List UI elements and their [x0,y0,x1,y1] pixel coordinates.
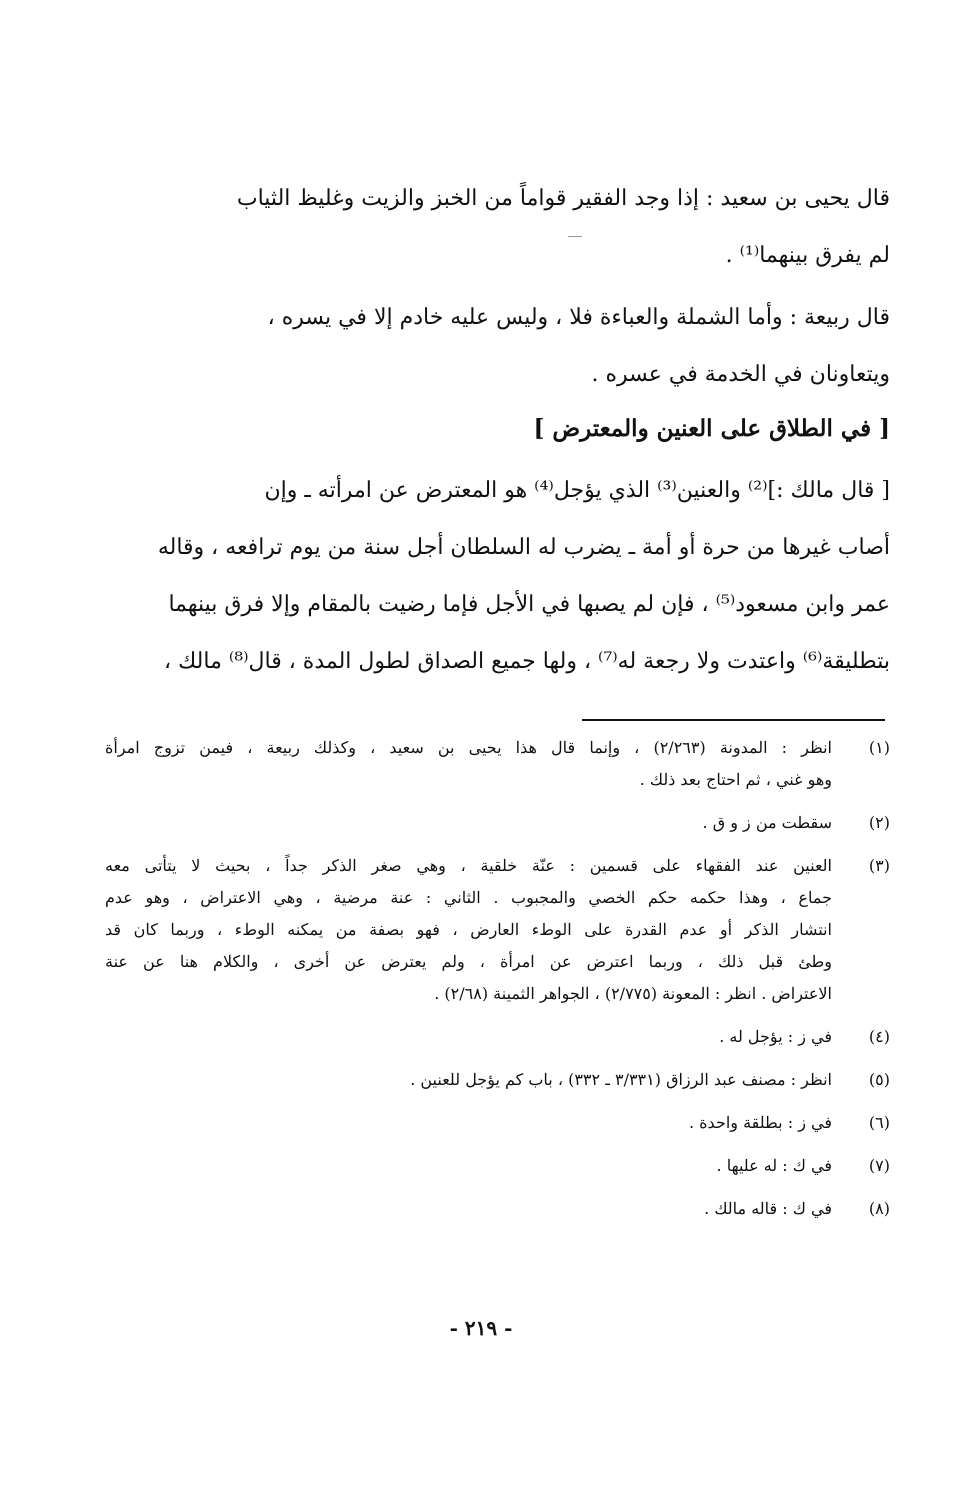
footnote-3 [105,850,890,1010]
footnote-number: (٧) [868,1156,890,1175]
footnote-number: (٣) [868,856,890,875]
footnote-number: (٦) [868,1113,890,1132]
paragraph-line: لم يفرق بينهما⁽¹⁾ . [725,243,890,268]
paragraph-1 [105,170,890,284]
footnote-4 [105,1021,890,1053]
footnote-line: في ك : له عليها . [716,1156,832,1175]
paragraph-3 [105,462,890,690]
paragraph-line: عمر وابن مسعود⁽⁵⁾ ، فإن لم يصبها في الأجل فإما رضيت بالمقام وإلا فرق بينهما [168,592,890,617]
footnote-line: انظر : مصنف عبد الرزاق (٣/٣٣١ ـ ٣٣٢) ، باب كم يؤجل للعنين . [410,1070,832,1089]
footnote-line: جماع ، وهذا حكمه حكم الخصي والمجبوب . الثاني : عنة مرضية ، وهي الاعتراض ، وهو عدم [105,888,832,907]
footnote-line: في ك : قاله مالك . [704,1199,832,1218]
footnote-line: الاعتراض . انظر : المعونة (٢/٧٧٥) ، الجواهر الثمينة (٢/٦٨) . [434,984,832,1003]
footnote-1 [105,732,890,796]
footnotes [105,732,890,1236]
paragraph-line: [ قال مالك :]⁽²⁾ والعنين⁽³⁾ الذي يؤجل⁽⁴⁾ هو المعترض عن امرأته ـ وإن [264,478,890,503]
footnote-line: في ز : بطلقة واحدة . [688,1113,832,1132]
footnote-line: في ز : يؤجل له . [719,1027,832,1046]
footnote-6 [105,1107,890,1139]
footnote-number: (٥) [868,1070,890,1089]
footnote-number: (٤) [868,1027,890,1046]
footnote-separator [582,719,885,721]
footnote-number: (٨) [868,1199,890,1218]
section-heading: [ في الطلاق على العنين والمعترض ] [533,415,890,442]
page-number: - ٢١٩ - [449,1316,513,1340]
footnote-line: وهو غني ، ثم احتاج بعد ذلك . [639,770,832,789]
footnote-2 [105,807,890,839]
footnote-line: انظر : المدونة (٢/٢٦٣) ، وإنما قال هذا يحيى بن سعيد ، وكذلك ربيعة ، فيمن تزوج امرأة [105,738,832,757]
footnote-line: وطئ قبل ذلك ، وربما اعترض عن امرأة ، ولم يعترض عن أخرى ، والكلام هنا عن عنة [105,952,832,971]
footnote-number: (١) [868,738,890,757]
paragraph-line: قال يحيى بن سعيد : إذا وجد الفقير قواماً من الخبز والزيت وغليظ الثياب [236,186,890,211]
footnote-5 [105,1064,890,1096]
footnote-7 [105,1150,890,1182]
footnote-line: سقطت من ز و ق . [702,813,832,832]
paragraph-2 [105,289,890,403]
footnote-line: انتشار الذكر أو عدم القدرة على الوطء العارض ، فهو بصفة من يمكنه الوطء ، وربما كان قد [105,920,832,939]
paragraph-line: أصاب غيرها من حرة أو أمة ـ يضرب له السلطان أجل سنة من يوم ترافعه ، وقاله [157,535,890,560]
footnote-8 [105,1193,890,1225]
footnote-number: (٢) [868,813,890,832]
footnote-line: العنين عند الفقهاء على قسمين : عنّة خلقية ، وهي صغر الذكر جداً ، بحيث لا يتأتى معه [105,856,832,875]
paragraph-line: قال ربيعة : وأما الشملة والعباءة فلا ، وليس عليه خادم إلا في يسره ، [267,305,890,330]
paragraph-line: ويتعاونان في الخدمة في عسره . [591,362,890,387]
paragraph-line: بتطليقة⁽⁶⁾ واعتدت ولا رجعة له⁽⁷⁾ ، ولها جميع الصداق لطول المدة ، قال⁽⁸⁾ مالك ، [164,649,890,674]
